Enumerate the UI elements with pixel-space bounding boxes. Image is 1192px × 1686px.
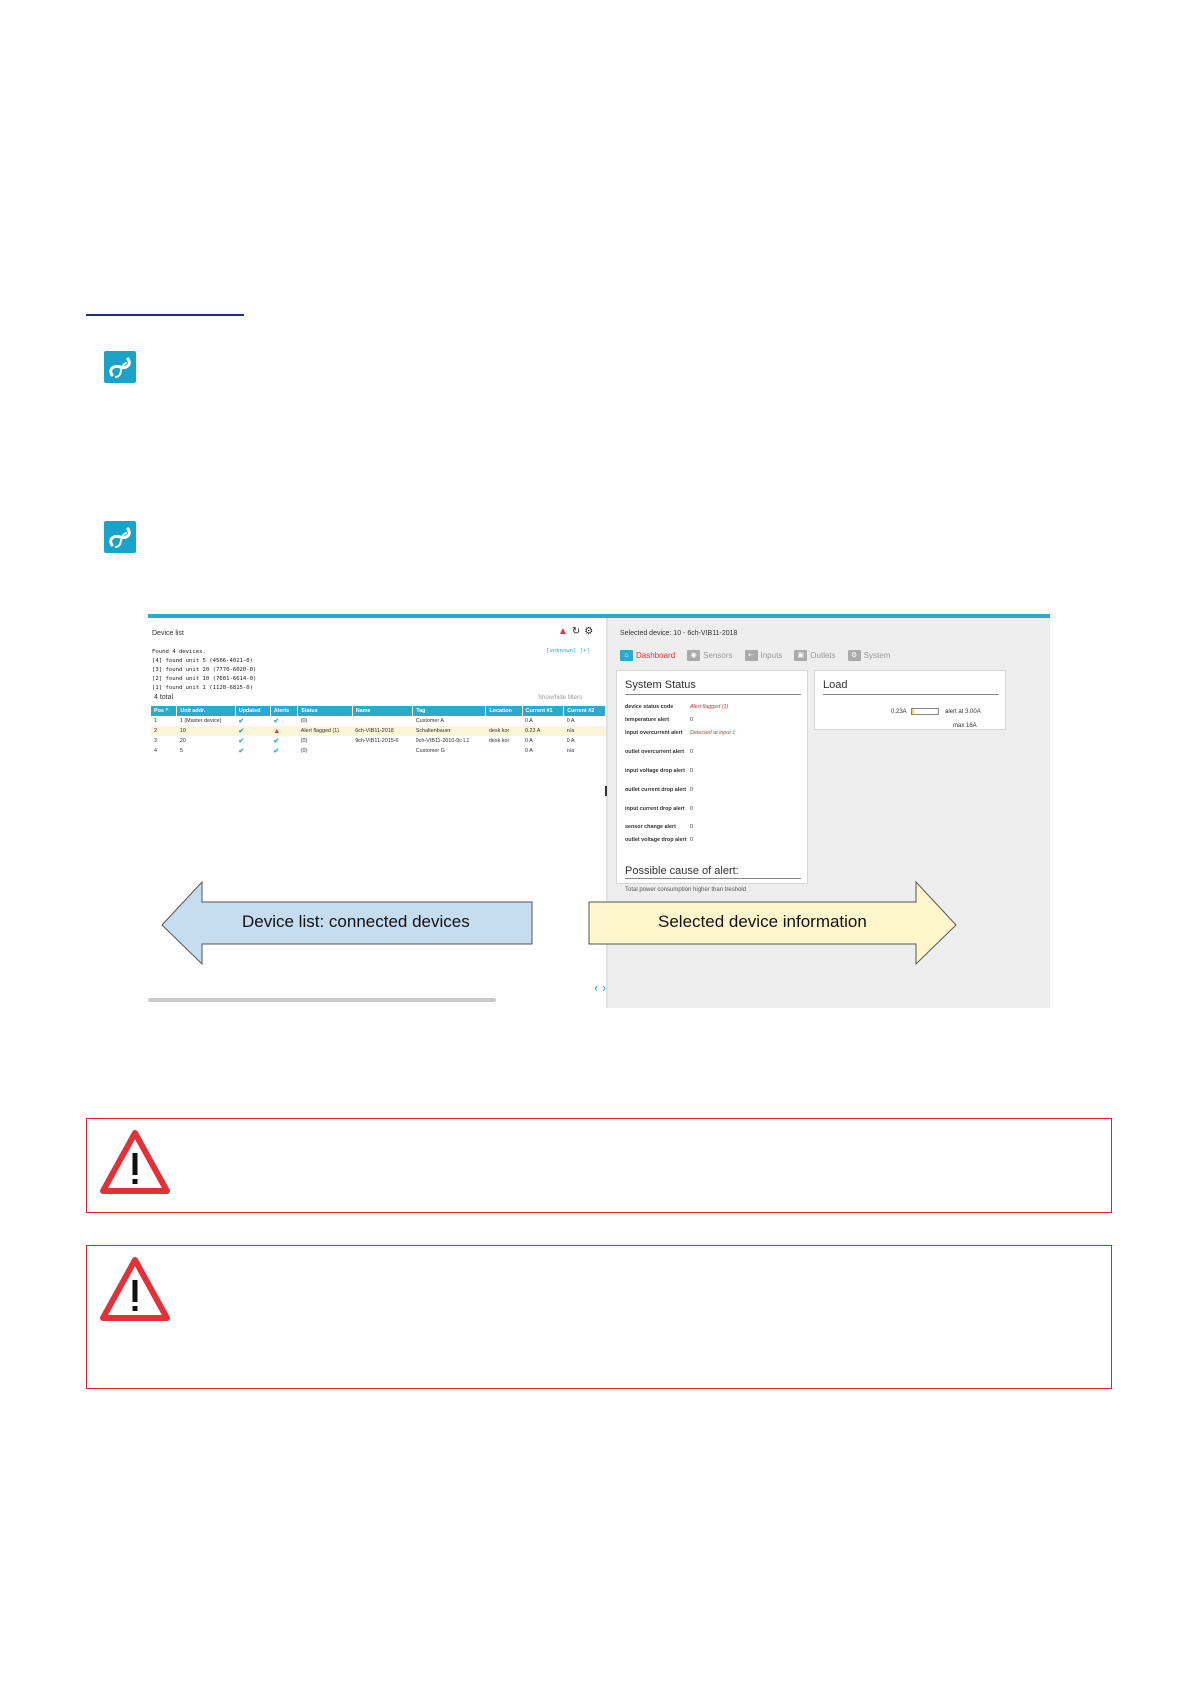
current2-cell: n/a	[564, 726, 606, 736]
brand-logo-icon	[104, 351, 136, 383]
bell-icon[interactable]: ▲	[558, 626, 568, 637]
outlet-icon: ▣	[794, 650, 807, 661]
name-cell: 9ch-VIB11-2015-6	[355, 738, 399, 744]
pos-cell: 1	[154, 718, 157, 724]
gear-icon[interactable]: ⚙	[584, 626, 594, 637]
tag-cell: Schaltenbauer	[413, 726, 486, 736]
current1-cell: 0.23 A	[522, 726, 564, 736]
current2-cell: 0 A	[566, 738, 575, 744]
status-value: 0	[690, 806, 693, 812]
chevron-left-icon[interactable]: ‹	[594, 980, 599, 995]
device-total: 4 total	[154, 694, 174, 701]
warning-triangle-icon	[99, 1256, 171, 1322]
load-title: Load	[823, 679, 848, 691]
check-icon: ✔	[273, 748, 280, 755]
tag-cell: Customer G	[415, 748, 445, 754]
unit-cell: 10	[177, 726, 235, 736]
column-header[interactable]: Current #1	[522, 706, 564, 716]
warning-box	[86, 1245, 1112, 1389]
status-label: outlet overcurrent alert	[625, 749, 685, 755]
tag-cell: Customer A	[415, 718, 444, 724]
warning-triangle-icon	[99, 1129, 171, 1195]
unit-cell: 5	[179, 748, 183, 754]
column-header[interactable]: Pos ^	[151, 706, 177, 716]
chevron-right-icon[interactable]: ›	[601, 980, 607, 995]
tab-label: System	[863, 651, 891, 660]
column-header[interactable]: Alerts	[270, 706, 297, 716]
annotation-arrows	[148, 614, 1050, 1008]
unit-cell: 1 (Master device)	[179, 718, 222, 724]
cause-title: Possible cause of alert:	[625, 865, 739, 877]
load-alert-threshold: alert at 3.00A	[945, 709, 981, 715]
input-icon: ⇠	[745, 650, 758, 661]
status-label: device status code	[625, 704, 674, 710]
status-value: 0	[690, 824, 693, 830]
status-label: input current drop alert	[625, 806, 685, 812]
column-header[interactable]: Name	[352, 706, 413, 716]
status-cell: (0)	[300, 748, 308, 754]
log-line: [4] found unit 5 (4566-4021-0)	[152, 658, 254, 664]
cause-text: Total power consumption higher than treshold	[625, 887, 747, 893]
column-header[interactable]: Status	[298, 706, 352, 716]
status-value: Alert flagged (1)	[690, 704, 729, 710]
location-cell: desk kor	[488, 738, 510, 744]
status-value: 0	[690, 749, 693, 755]
current1-cell: 0 A	[525, 738, 533, 744]
selected-device-title: Selected device: 10 - 6ch-VIB11-2018	[620, 630, 738, 637]
current1-cell: 0 A	[525, 718, 533, 724]
device-list-title: Device list	[152, 630, 184, 637]
location-cell: desk kor	[486, 726, 522, 736]
left-arrow-label: Device list: connected devices	[242, 912, 470, 931]
column-header[interactable]: Updated	[235, 706, 270, 716]
check-icon: ✔	[238, 728, 245, 735]
log-line: [1] found unit 1 (1120-6815-0)	[152, 685, 254, 691]
warning-box	[86, 1118, 1112, 1213]
status-cell: (0)	[300, 738, 308, 744]
status-label: temperature alert	[625, 717, 670, 723]
alert-bell-icon: ▲	[273, 727, 281, 735]
column-header[interactable]: Tag	[413, 706, 486, 716]
current1-cell: 0 A	[525, 748, 533, 754]
status-cell: (0)	[300, 718, 308, 724]
check-icon: ✔	[238, 718, 245, 725]
log-line: Found 4 devices.	[152, 649, 206, 655]
current2-cell: 0 A	[566, 718, 575, 724]
check-icon: ✔	[238, 748, 245, 755]
unit-cell: 20	[179, 738, 186, 744]
load-max: max 16A	[953, 723, 977, 729]
pos-cell: 3	[154, 738, 157, 744]
tab-label: Sensors	[703, 651, 733, 660]
tab-label: Dashboard	[636, 651, 676, 660]
log-line: [2] found unit 10 (7601-6614-0)	[152, 676, 257, 682]
status-cell: Alert flagged (1)	[298, 726, 352, 736]
status-value: 0	[690, 787, 693, 793]
status-label: input voltage drop alert	[625, 768, 685, 774]
check-icon: ✔	[273, 738, 280, 745]
load-current: 0.23A	[891, 709, 907, 715]
current2-cell: n/a	[566, 748, 575, 754]
name-cell: 6ch-VIB11-2018	[352, 726, 413, 736]
log-line: [3] found unit 20 (7770-6020-0)	[152, 667, 257, 673]
tab-label: Outlets	[810, 651, 836, 660]
column-header[interactable]: Location	[486, 706, 522, 716]
tab-label: Inputs	[760, 651, 783, 660]
brand-logo-icon	[104, 521, 136, 553]
check-icon: ✔	[273, 718, 280, 725]
status-label: sensor change alert	[625, 824, 676, 830]
refresh-icon[interactable]: ↻	[571, 626, 581, 637]
right-arrow-label: Selected device information	[658, 912, 867, 931]
unknown-devices-link[interactable]: [unknown] [+]	[546, 648, 590, 654]
status-label: outlet current drop alert	[625, 787, 687, 793]
status-value: 0	[690, 837, 693, 843]
status-label: input overcurrent alert	[625, 730, 683, 736]
link-underline[interactable]	[86, 314, 244, 316]
tag-cell: 9ch-VIB11-2010-9c L1	[415, 738, 470, 744]
check-icon: ✔	[238, 738, 245, 745]
pos-cell: 4	[154, 748, 157, 754]
column-header[interactable]: Unit addr.	[177, 706, 235, 716]
pos-cell: 2	[151, 726, 177, 736]
column-header[interactable]: Current #2	[564, 706, 606, 716]
status-value: Detected at input 1	[690, 730, 736, 736]
eye-icon: ◉	[687, 650, 700, 661]
ui-screenshot-figure	[148, 614, 1050, 1008]
status-label: outlet voltage drop alert	[625, 837, 687, 843]
filters-toggle[interactable]: Show/hide filters	[538, 695, 583, 701]
home-icon: ⌂	[620, 650, 633, 661]
status-value: 0	[690, 717, 693, 723]
status-value: 0	[690, 768, 693, 774]
gear-icon: ⚙	[848, 650, 861, 661]
system-status-title: System Status	[625, 679, 696, 691]
